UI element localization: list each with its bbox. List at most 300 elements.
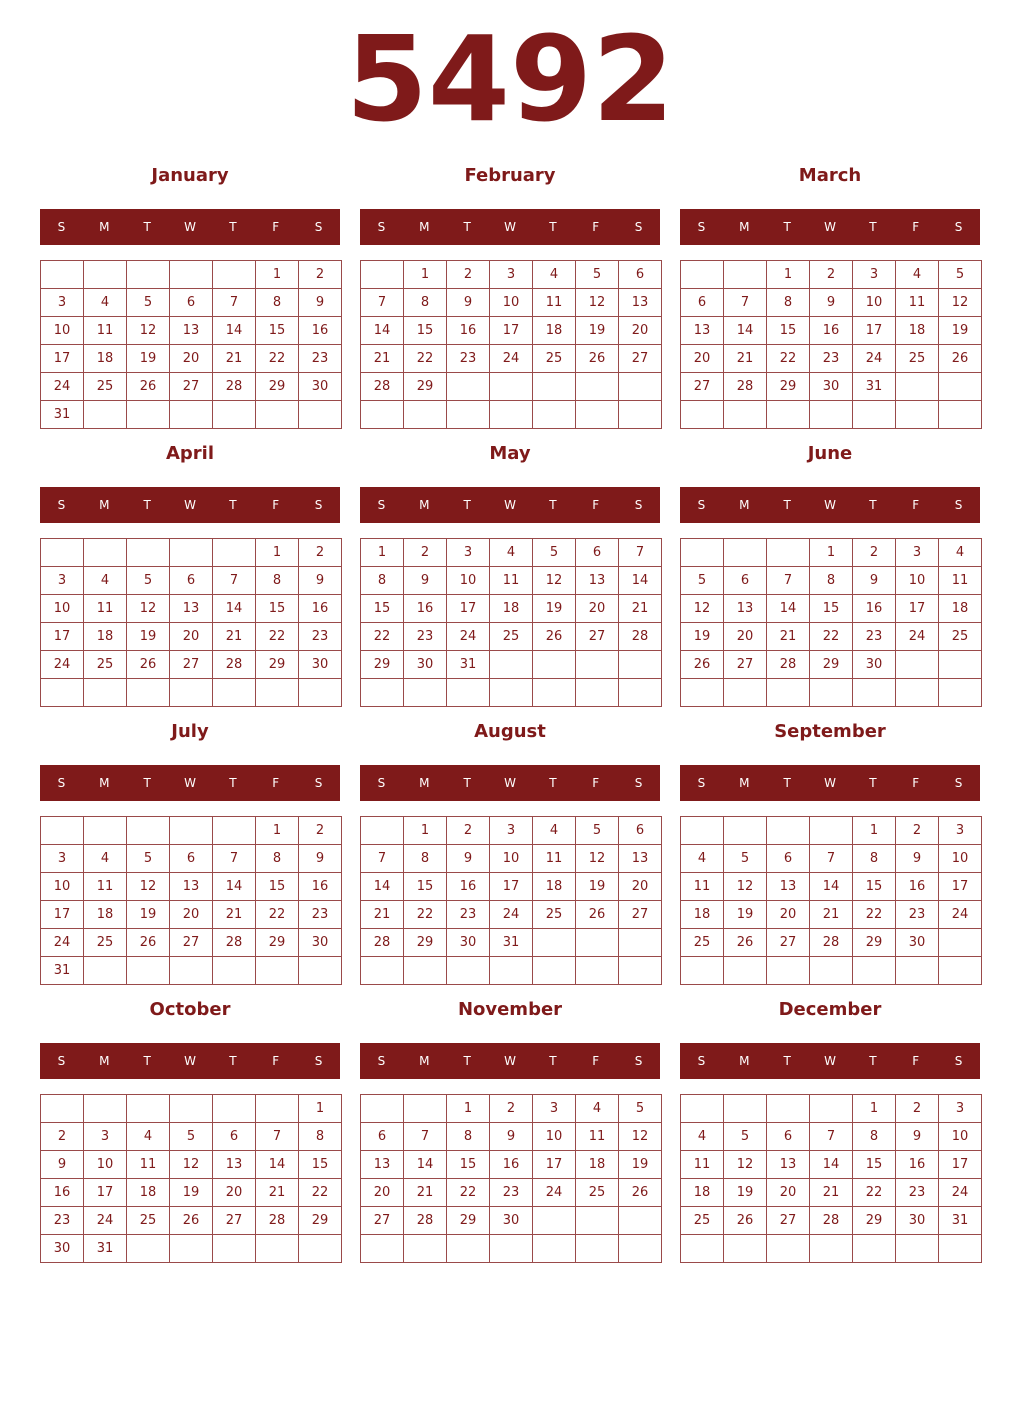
month-name: February [464,165,556,186]
day-cell: 18 [127,1179,170,1207]
empty-day-cell [896,651,939,679]
day-cell: 13 [170,873,213,901]
day-cell: 27 [170,929,213,957]
week-row [41,345,342,373]
day-cell: 22 [447,1179,490,1207]
weekday-header [40,1043,340,1079]
day-cell: 30 [299,651,342,679]
day-cell: 26 [619,1179,662,1207]
day-cell: 16 [810,317,853,345]
empty-day-cell [853,957,896,985]
day-cell: 27 [724,651,767,679]
day-cell: 30 [853,651,896,679]
empty-day-cell [767,401,810,429]
day-cell: 14 [361,873,404,901]
empty-day-cell [576,1207,619,1235]
week-row [41,623,342,651]
empty-day-cell [213,539,256,567]
week-row [361,929,662,957]
day-cell: 22 [404,901,447,929]
day-cell: 27 [619,345,662,373]
day-cell: 21 [213,623,256,651]
week-row [361,289,662,317]
day-cell: 5 [724,845,767,873]
day-cell: 28 [810,1207,853,1235]
day-cell: 21 [361,345,404,373]
day-cell: 21 [810,1179,853,1207]
empty-day-cell [681,1095,724,1123]
weekday-label: F [272,776,280,790]
day-cell: 23 [810,345,853,373]
month-name: January [151,165,229,186]
day-cell: 7 [810,1123,853,1151]
day-cell: 17 [939,873,982,901]
day-cell: 12 [681,595,724,623]
empty-day-cell [84,957,127,985]
day-cell: 2 [299,817,342,845]
empty-day-cell [896,401,939,429]
empty-day-cell [619,957,662,985]
week-row [41,317,342,345]
week-row [41,401,342,429]
weekday-label: T [143,1054,151,1068]
week-row [361,317,662,345]
empty-day-cell [619,679,662,707]
day-cell: 25 [127,1207,170,1235]
day-cell: 8 [256,567,299,595]
day-cell: 5 [127,845,170,873]
empty-day-cell [576,651,619,679]
day-cell: 30 [41,1235,84,1263]
day-cell: 24 [41,929,84,957]
day-cell: 21 [404,1179,447,1207]
weekday-label: M [99,776,110,790]
week-row [681,261,982,289]
week-row [681,1179,982,1207]
empty-day-cell [127,261,170,289]
week-row [681,1095,982,1123]
empty-day-cell [681,539,724,567]
day-cell: 18 [490,595,533,623]
day-cell: 11 [533,289,576,317]
weekday-label: S [57,498,66,512]
week-row [361,817,662,845]
week-row [361,1095,662,1123]
day-cell: 25 [84,929,127,957]
empty-day-cell [681,679,724,707]
empty-day-cell [810,1235,853,1263]
empty-day-cell [127,401,170,429]
empty-day-cell [490,957,533,985]
empty-day-cell [533,651,576,679]
week-row [41,679,342,707]
day-cell: 11 [681,873,724,901]
day-cell: 17 [490,317,533,345]
day-cell: 8 [404,845,447,873]
week-row [41,1151,342,1179]
day-cell: 13 [767,873,810,901]
weekday-label: T [869,1054,877,1068]
weekday-label: M [419,1054,430,1068]
empty-day-cell [576,1235,619,1263]
day-cell: 18 [896,317,939,345]
empty-day-cell [447,1235,490,1263]
day-cell: 3 [41,567,84,595]
day-cell: 15 [404,873,447,901]
weekday-label: S [377,1054,386,1068]
week-row [681,1151,982,1179]
empty-day-cell [213,1095,256,1123]
week-row [361,595,662,623]
day-cell: 23 [853,623,896,651]
empty-day-cell [170,539,213,567]
day-cell: 31 [853,373,896,401]
weekday-label: M [99,498,110,512]
weekday-label: S [377,776,386,790]
day-cell: 3 [853,261,896,289]
empty-day-cell [361,1095,404,1123]
day-cell: 13 [213,1151,256,1179]
day-cell: 20 [619,873,662,901]
week-row [361,845,662,873]
day-cell: 1 [404,817,447,845]
week-row [41,595,342,623]
day-cell: 4 [84,845,127,873]
day-cell: 7 [213,845,256,873]
empty-day-cell [853,679,896,707]
day-cell: 10 [490,289,533,317]
empty-day-cell [939,373,982,401]
day-cell: 5 [681,567,724,595]
day-cell: 4 [576,1095,619,1123]
day-cell: 20 [170,345,213,373]
empty-day-cell [810,1095,853,1123]
day-cell: 8 [810,567,853,595]
empty-day-cell [724,1235,767,1263]
empty-day-cell [256,1235,299,1263]
empty-day-cell [127,1235,170,1263]
day-cell: 15 [404,317,447,345]
day-cell: 29 [810,651,853,679]
weekday-label: T [783,498,791,512]
day-cell: 6 [170,289,213,317]
week-row [681,539,982,567]
weekday-header [40,765,340,801]
weekday-label: S [314,776,323,790]
weekday-label: W [184,776,196,790]
day-cell: 1 [299,1095,342,1123]
empty-day-cell [767,817,810,845]
day-cell: 22 [299,1179,342,1207]
day-cell: 20 [724,623,767,651]
week-row [361,261,662,289]
weekday-label: T [869,220,877,234]
day-grid [680,538,982,707]
empty-day-cell [127,957,170,985]
day-cell: 25 [533,345,576,373]
day-cell: 11 [84,873,127,901]
day-cell: 2 [896,1095,939,1123]
day-cell: 2 [41,1123,84,1151]
day-cell: 10 [490,845,533,873]
day-cell: 15 [256,873,299,901]
weekday-label: M [739,1054,750,1068]
day-grid [40,816,342,985]
day-cell: 14 [256,1151,299,1179]
weekday-label: S [57,220,66,234]
weekday-label: T [229,776,237,790]
weekday-label: T [869,498,877,512]
day-cell: 21 [213,345,256,373]
empty-day-cell [490,679,533,707]
week-row [681,401,982,429]
day-cell: 9 [41,1151,84,1179]
day-cell: 22 [767,345,810,373]
empty-day-cell [213,817,256,845]
day-cell: 29 [853,1207,896,1235]
empty-day-cell [41,1095,84,1123]
day-cell: 7 [724,289,767,317]
day-cell: 1 [361,539,404,567]
day-cell: 3 [84,1123,127,1151]
empty-day-cell [533,679,576,707]
day-cell: 26 [681,651,724,679]
week-row [361,401,662,429]
weekday-label: S [954,776,963,790]
week-row [681,651,982,679]
week-row [681,1207,982,1235]
day-cell: 28 [619,623,662,651]
day-cell: 5 [127,567,170,595]
empty-day-cell [533,929,576,957]
day-cell: 21 [256,1179,299,1207]
day-cell: 15 [767,317,810,345]
day-cell: 26 [724,1207,767,1235]
day-cell: 8 [447,1123,490,1151]
weekday-label: W [824,1054,836,1068]
weekday-label: S [697,1054,706,1068]
day-cell: 26 [127,929,170,957]
weekday-label: T [143,498,151,512]
weekday-header [360,487,660,523]
day-cell: 26 [127,651,170,679]
empty-day-cell [404,1095,447,1123]
day-cell: 12 [127,595,170,623]
day-cell: 2 [447,817,490,845]
day-cell: 17 [896,595,939,623]
week-row [361,1123,662,1151]
month-name: December [778,999,882,1020]
day-cell: 20 [213,1179,256,1207]
empty-day-cell [490,651,533,679]
empty-day-cell [84,679,127,707]
empty-day-cell [41,261,84,289]
empty-day-cell [447,401,490,429]
week-row [681,595,982,623]
day-cell: 15 [853,873,896,901]
empty-day-cell [939,957,982,985]
day-cell: 21 [810,901,853,929]
day-cell: 29 [853,929,896,957]
day-cell: 29 [447,1207,490,1235]
day-cell: 5 [939,261,982,289]
day-cell: 5 [170,1123,213,1151]
day-cell: 22 [853,1179,896,1207]
weekday-header [360,765,660,801]
day-cell: 15 [853,1151,896,1179]
day-cell: 11 [490,567,533,595]
weekday-label: W [824,220,836,234]
day-cell: 3 [41,845,84,873]
day-cell: 17 [939,1151,982,1179]
day-cell: 5 [576,817,619,845]
weekday-label: T [463,220,471,234]
week-row [361,623,662,651]
day-cell: 5 [533,539,576,567]
day-grid [680,816,982,985]
day-cell: 16 [299,317,342,345]
day-cell: 5 [127,289,170,317]
day-cell: 10 [41,873,84,901]
day-cell: 25 [84,651,127,679]
weekday-label: T [229,220,237,234]
day-cell: 17 [490,873,533,901]
day-cell: 10 [939,1123,982,1151]
day-cell: 9 [299,567,342,595]
day-cell: 22 [404,345,447,373]
week-row [41,845,342,873]
day-cell: 26 [170,1207,213,1235]
empty-day-cell [724,1095,767,1123]
day-cell: 25 [84,373,127,401]
day-cell: 29 [256,929,299,957]
empty-day-cell [619,373,662,401]
day-cell: 13 [170,317,213,345]
day-cell: 17 [41,901,84,929]
day-cell: 3 [533,1095,576,1123]
day-cell: 24 [41,651,84,679]
day-cell: 19 [533,595,576,623]
day-cell: 27 [767,1207,810,1235]
day-cell: 13 [576,567,619,595]
day-cell: 24 [490,345,533,373]
day-cell: 21 [213,901,256,929]
empty-day-cell [533,373,576,401]
empty-day-cell [810,817,853,845]
day-cell: 3 [490,817,533,845]
month-name: September [774,721,886,742]
day-cell: 23 [896,1179,939,1207]
weekday-label: W [504,220,516,234]
empty-day-cell [619,1235,662,1263]
day-cell: 17 [853,317,896,345]
day-cell: 28 [404,1207,447,1235]
empty-day-cell [724,957,767,985]
empty-day-cell [361,1235,404,1263]
day-cell: 6 [619,261,662,289]
weekday-header [40,487,340,523]
week-row [361,567,662,595]
day-cell: 13 [170,595,213,623]
day-grid [360,1094,662,1263]
week-row [361,651,662,679]
day-grid [360,260,662,429]
weekday-label: S [697,776,706,790]
day-cell: 12 [170,1151,213,1179]
day-cell: 18 [84,623,127,651]
year-title: 5492 [345,10,675,148]
day-cell: 4 [84,567,127,595]
day-cell: 24 [447,623,490,651]
weekday-label: S [954,220,963,234]
week-row [361,539,662,567]
empty-day-cell [361,261,404,289]
empty-day-cell [896,957,939,985]
empty-day-cell [361,401,404,429]
day-cell: 19 [619,1151,662,1179]
weekday-label: W [184,1054,196,1068]
week-row [361,373,662,401]
day-cell: 27 [767,929,810,957]
day-cell: 28 [724,373,767,401]
day-cell: 13 [724,595,767,623]
day-cell: 24 [41,373,84,401]
day-cell: 8 [767,289,810,317]
day-cell: 15 [256,595,299,623]
weekday-label: S [634,498,643,512]
week-row [41,873,342,901]
empty-day-cell [533,401,576,429]
empty-day-cell [213,679,256,707]
weekday-label: W [824,776,836,790]
day-cell: 23 [404,623,447,651]
day-cell: 25 [681,929,724,957]
day-cell: 14 [361,317,404,345]
week-row [361,957,662,985]
week-row [361,1235,662,1263]
day-cell: 19 [724,1179,767,1207]
empty-day-cell [170,401,213,429]
day-cell: 3 [939,1095,982,1123]
day-cell: 14 [213,317,256,345]
day-cell: 25 [533,901,576,929]
day-cell: 3 [896,539,939,567]
day-cell: 4 [490,539,533,567]
day-cell: 28 [256,1207,299,1235]
month-name: June [807,443,853,464]
weekday-label: T [143,776,151,790]
day-cell: 31 [490,929,533,957]
day-cell: 30 [490,1207,533,1235]
weekday-label: S [634,776,643,790]
empty-day-cell [681,401,724,429]
day-cell: 14 [619,567,662,595]
day-cell: 25 [576,1179,619,1207]
empty-day-cell [896,679,939,707]
empty-day-cell [127,1095,170,1123]
day-cell: 17 [41,345,84,373]
weekday-label: F [592,498,600,512]
day-cell: 10 [896,567,939,595]
day-cell: 29 [361,651,404,679]
empty-day-cell [681,957,724,985]
day-cell: 23 [299,345,342,373]
day-cell: 31 [939,1207,982,1235]
empty-day-cell [767,679,810,707]
day-cell: 6 [576,539,619,567]
day-cell: 8 [256,845,299,873]
day-cell: 20 [361,1179,404,1207]
